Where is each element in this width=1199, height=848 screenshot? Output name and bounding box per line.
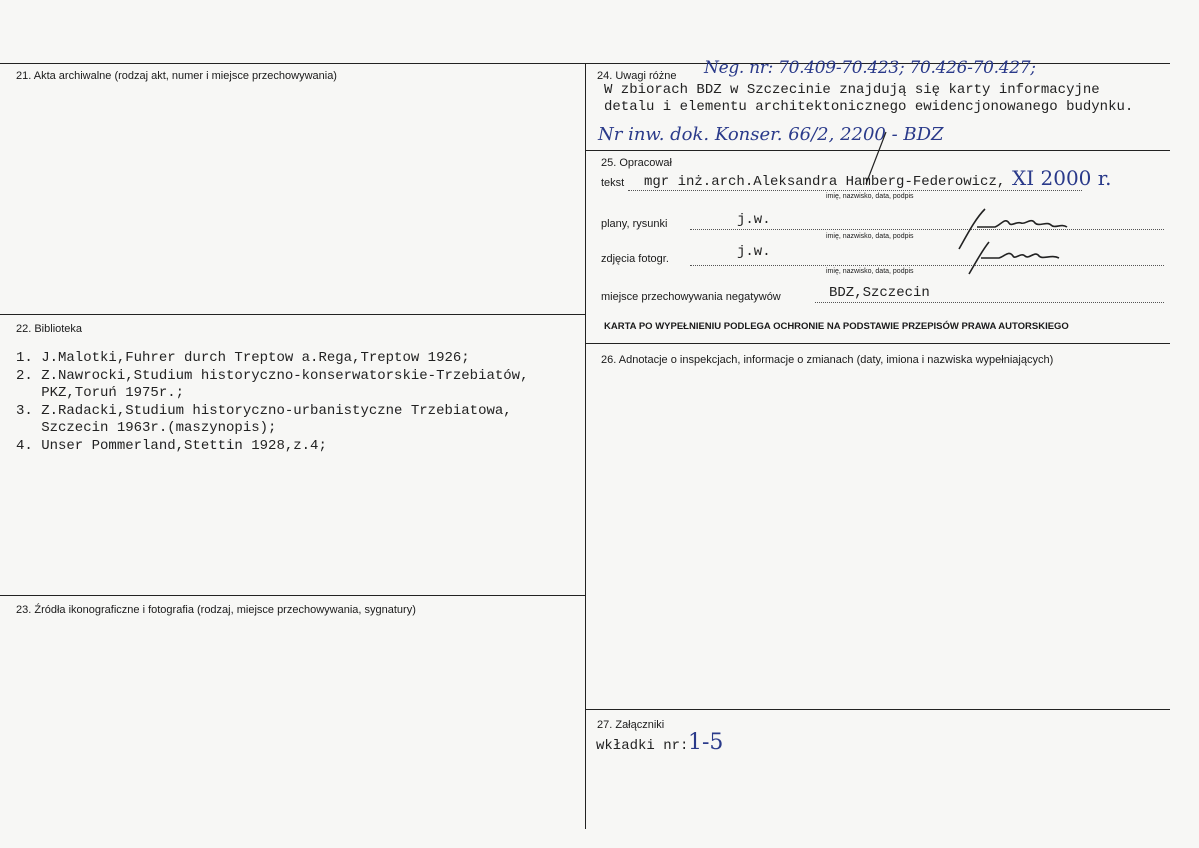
section-23-label: 23. Źródła ikonograficzne i fotografia (rodzaj, miejsce przechowywania, sygnatury): [16, 604, 416, 616]
handwritten-negative-numbers: Neg. nr: 70.409-70.423; 70.426-70.427;: [704, 58, 1036, 78]
divider-26-27: [585, 709, 1170, 710]
bibliography-list: [16, 350, 528, 455]
negatives-label: miejsce przechowywania negatywów: [601, 291, 781, 303]
tekst-date-handwritten: XI 2000 r.: [1012, 166, 1112, 190]
plany-value: j.w.: [737, 212, 771, 228]
list-item: Szczecin 1963r.(maszynopis);: [16, 420, 277, 436]
wkladki-label: wkładki nr:: [596, 738, 689, 754]
wkladki-value: 1-5: [688, 730, 724, 755]
section-25-label: 25. Opracował: [601, 157, 672, 169]
divider-22-23: [0, 595, 585, 596]
list-item: PKZ,Toruń 1975r.;: [16, 385, 185, 401]
section-21-label: 21. Akta archiwalne (rodzaj akt, numer i miejsce przechowywania): [16, 70, 337, 82]
plany-caption: imię, nazwisko, data, podpis: [826, 233, 914, 240]
zdjecia-dotted-line: [690, 265, 1164, 266]
remarks-line-2: detalu i elementu architektonicznego ewidencjonowanego budynku.: [604, 99, 1134, 115]
list-item: 3. Z.Radacki,Studium historyczno-urbanistyczne Trzebiatowa,: [16, 402, 512, 419]
handwritten-inventory-number: Nr inw. dok. Konser. 66/2, 2200 - BDZ: [598, 124, 944, 145]
tekst-label: tekst: [601, 177, 625, 189]
remarks-line-1: W zbiorach BDZ w Szczecinie znajdują się karty informacyjne: [604, 82, 1100, 98]
divider-21-22: [0, 314, 585, 315]
negatives-dotted-line: [815, 302, 1164, 303]
section-27-label: 27. Załączniki: [597, 719, 665, 731]
plany-label: plany, rysunki: [601, 218, 668, 230]
handwritten-stroke: [856, 128, 896, 188]
list-item: 2. Z.Nawrocki,Studium historyczno-konserwatorskie-Trzebiatów,: [16, 367, 529, 384]
zdjecia-caption: imię, nazwisko, data, podpis: [826, 268, 914, 275]
copyright-notice: KARTA PO WYPEŁNIENIU PODLEGA OCHRONIE NA PODSTAWIE PRZEPISÓW PRAWA AUTORSKIEGO: [604, 321, 1069, 332]
section-26-label: 26. Adnotacje o inspekcjach, informacje o zmianach (daty, imiona i nazwiska wypełniających): [601, 354, 1054, 366]
center-divider: [585, 63, 586, 829]
section-22-label: 22. Biblioteka: [16, 323, 83, 335]
divider-25-26: [585, 343, 1170, 344]
signature-zdjecia: [965, 238, 1065, 278]
plany-dotted-line: [690, 229, 1164, 230]
zdjecia-label: zdjęcia fotogr.: [601, 253, 669, 265]
tekst-dotted-line: [628, 190, 1082, 191]
list-item: 1. J.Malotki,Fuhrer durch Treptow a.Rega,Treptow 1926;: [16, 350, 470, 366]
list-item: 4. Unser Pommerland,Stettin 1928,z.4;: [16, 437, 327, 454]
zdjecia-value: j.w.: [737, 244, 771, 260]
negatives-value: BDZ,Szczecin: [829, 285, 930, 301]
tekst-value: mgr inż.arch.Aleksandra Hamberg-Federowicz,: [644, 174, 1006, 190]
tekst-caption: imię, nazwisko, data, podpis: [826, 193, 914, 200]
section-24-label: 24. Uwagi różne: [597, 70, 677, 82]
